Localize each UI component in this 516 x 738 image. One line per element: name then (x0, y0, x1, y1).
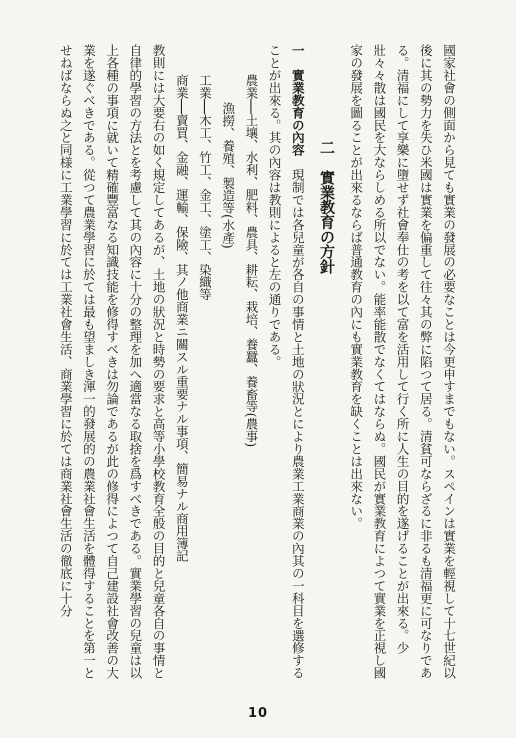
intro-paragraph: 國家社會の側面から見ても實業の發展の必要なことは今更申すまでもない。スペインは實業を輕視して十七世紀以後に其の勢力を失ひ米國は實業を偏重して往々其の弊に陷つて居る。清貧可ならざるに非るも清福更に可なりである。清福にして享樂に墮せず社會奉仕の考を以て富を活用して行く所に人生の目的を遂げることが出來る。少壯々々散は國民を大ならしめる所以でない。能率能散でなくてはならぬ。國民が實業教育によつて實業を正視し國家の發展を圖ることが出來るならば普通教育の內にも實業教育を缺くことは出來ない。 (348, 44, 456, 679)
item-agriculture: 農業──土壤、水利、肥料、農具、耕耘、栽培、養蠶、養畜等(農事) (243, 74, 259, 448)
section-heading: 二 實業教育の方針 (317, 140, 336, 274)
subsection-text: 現制では各兒童が各自の事情と土地の狀況とにより農業工業商業の內其の一科目を選修することが出來る。其の內容は教則によると左の通りである。 (266, 44, 305, 679)
vertical-text-body (52, 44, 460, 690)
closing-paragraph: 教則には大要右の如く規定してあるが、土地の狀況と時勢の要求と高等小學校教育全般の目的と兒童各自の事情と自律的學習の方法とを考慮して其の內容に十分の整理を加へ適當なる取捨を爲すべきである。實業學習の兒童は以上各種の事項に就いて精確豐富なる知識技能を修得すべきは勿論であるが此の修得によつて自己建設社會改善の大業を遂ぐべきである。從つて農業學習に於ては最も望ましき渾一的發展的の農業社會生活を體得することを第一とせねばならぬ之と同様に工業學習に於ては工業社會生活、商業學習に於ては商業社會生活の徹底に十分 (57, 44, 166, 679)
item-fishery: 漁撈、養殖、製造等(水產) (220, 101, 236, 249)
page-number: 10 (247, 706, 269, 721)
subsection-paragraph (262, 44, 308, 690)
item-commerce: 商業──賣買、金融、運輸、保險、其ノ他商業ニ關スル重要ナル事項、簡易ナル商用簿記 (173, 74, 189, 563)
subsection-label: 一 實業教育の內容 (289, 44, 305, 157)
item-industry: 工業──木工、竹工、金工、塗工、染織等 (196, 74, 212, 301)
